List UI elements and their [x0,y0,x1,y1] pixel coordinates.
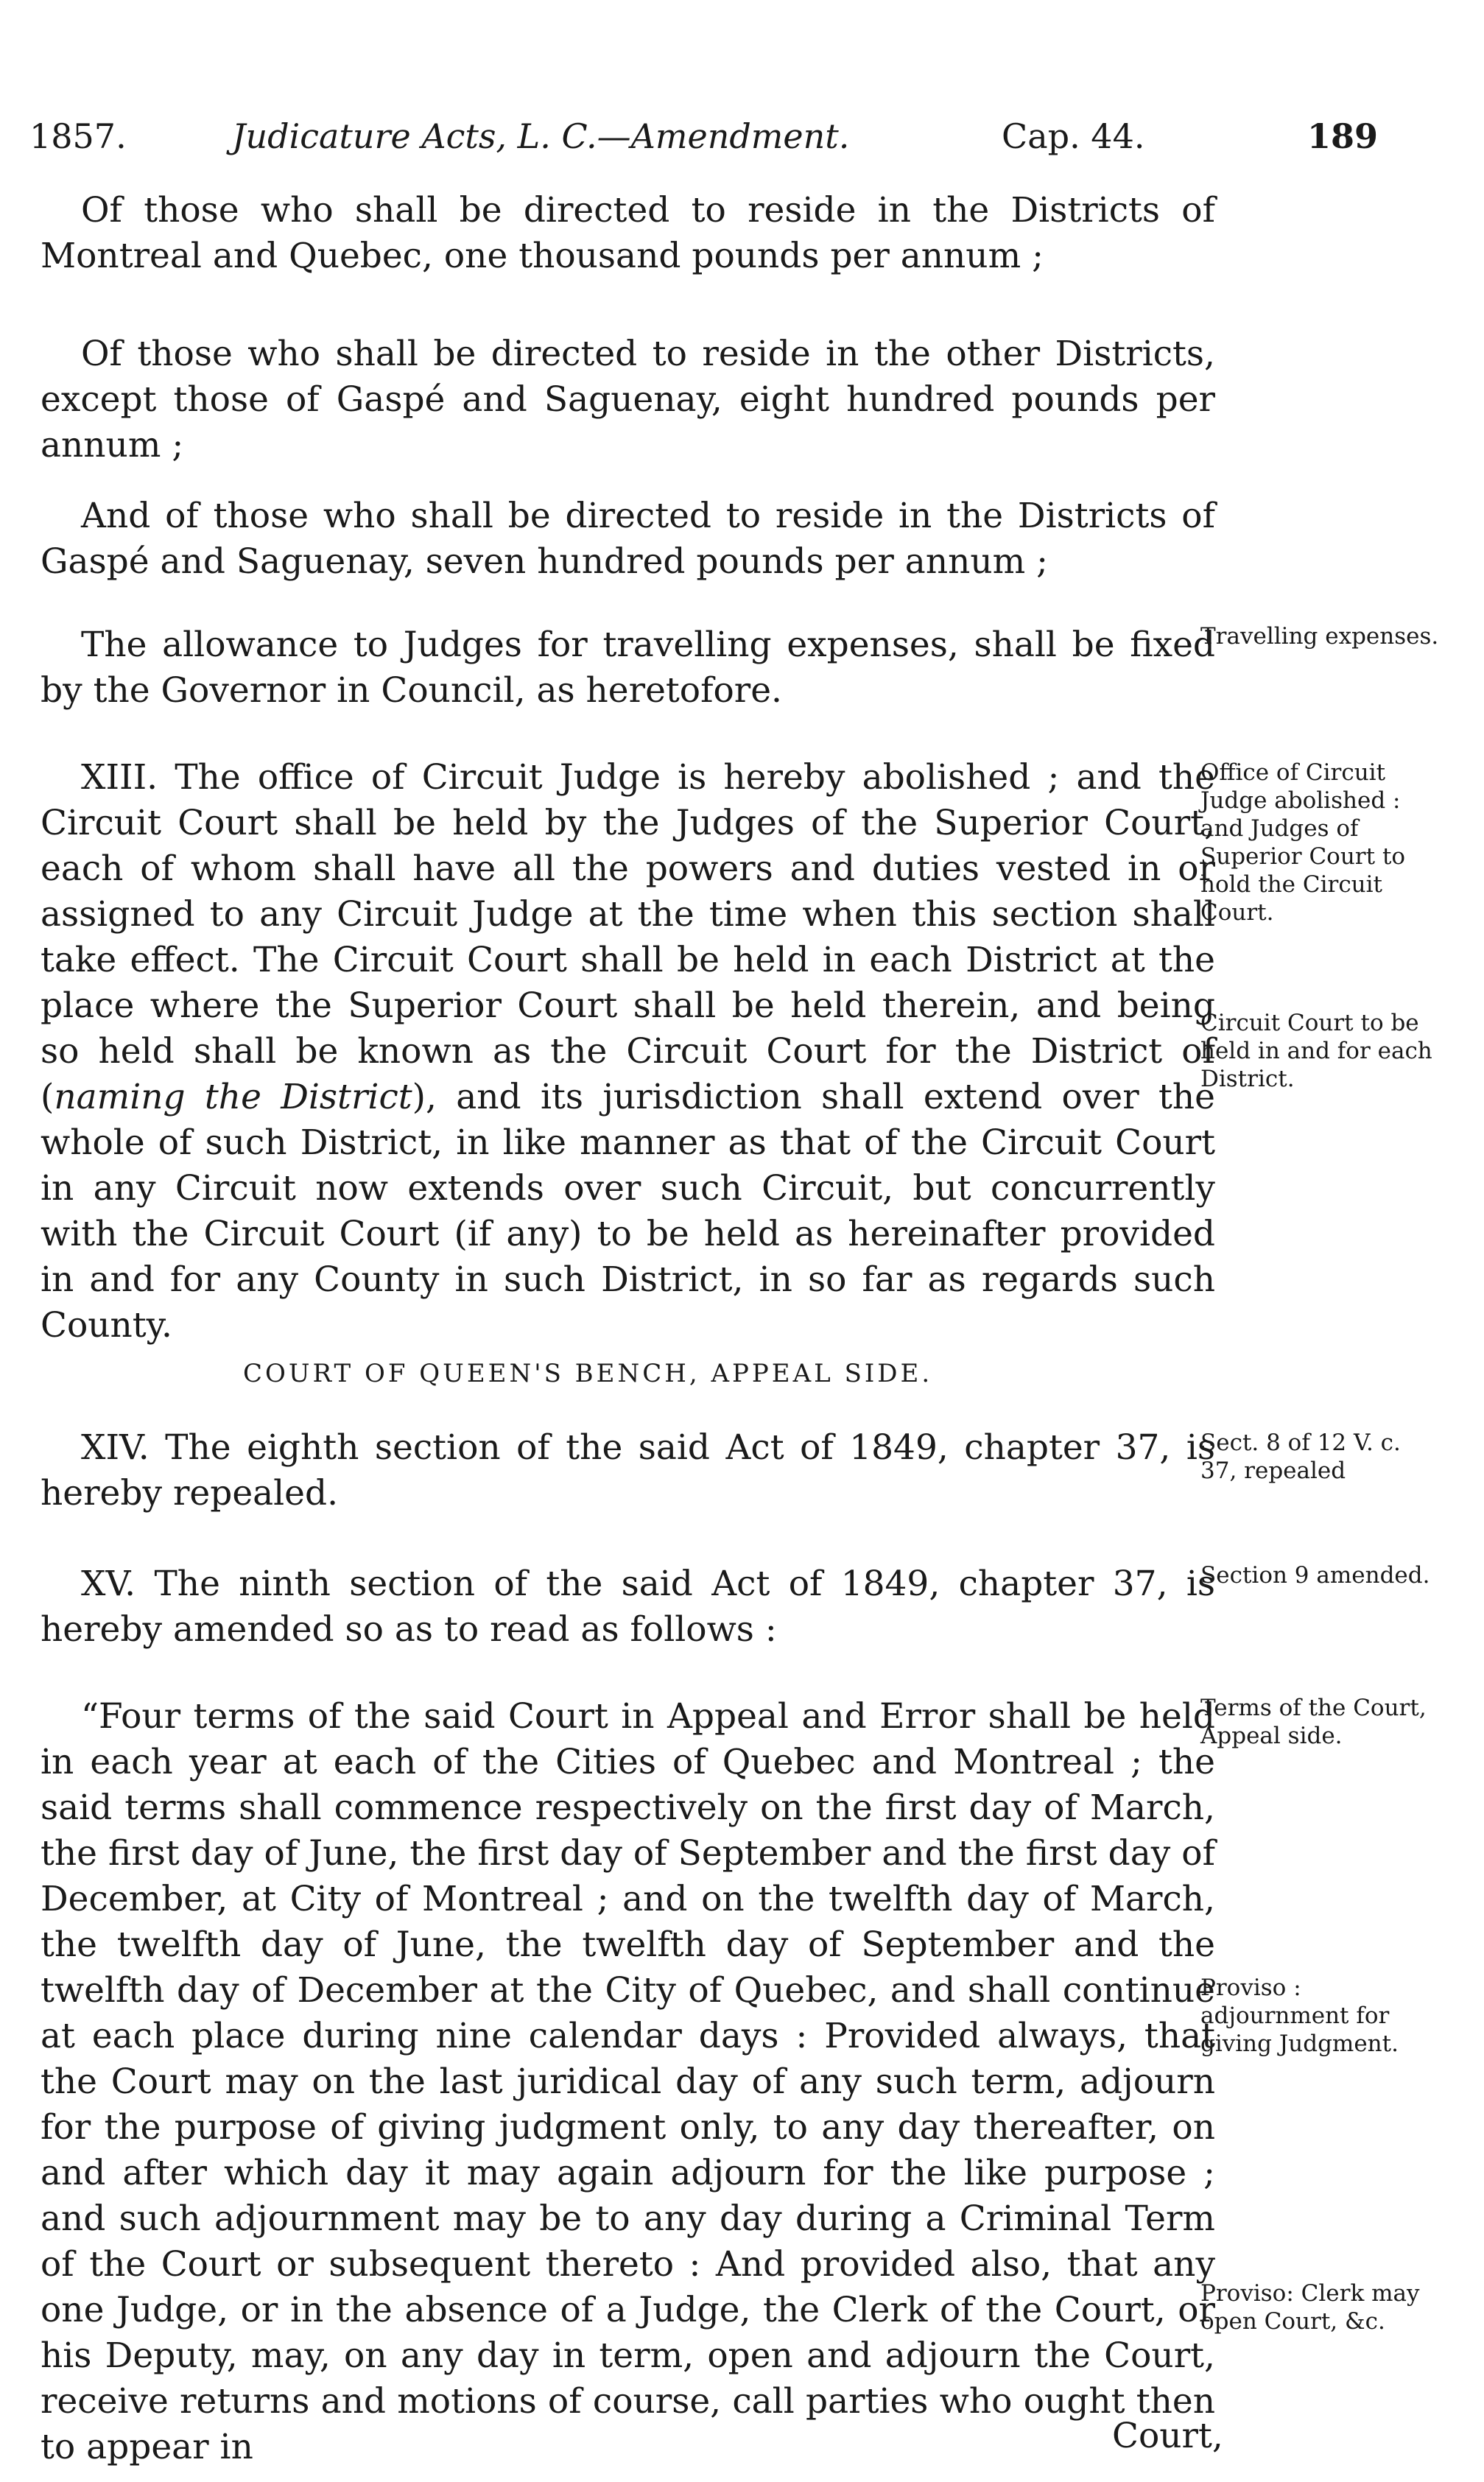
header-year: 1857. [29,116,127,156]
paragraph-travelling-allowance: The allowance to Judges for travelling expenses, shall be fixed by the Governor in Council, as heretofore. [41,625,1215,711]
paragraph-gaspe-saguenay: And of those who shall be directed to reside in the Districts of Gaspé and Saguenay, seven hundred pounds per annum ; [41,496,1215,582]
section-xiv: XIV. The eighth section of the said Act of 1849, chapter 37, is hereby repealed. [41,1427,1215,1514]
header-chapter: Cap. 44. [1002,116,1145,156]
section-heading: COURT OF QUEEN'S BENCH, APPEAL SIDE. [243,1359,933,1388]
margin-note-sect-8: Sect. 8 of 12 V. c. 37, repealed [1200,1430,1401,1484]
section-number: XIII. [81,757,158,798]
section-xv: XV. The ninth section of the said Act of 1849, chapter 37, is hereby amended so as to read as follows : [41,1564,1215,1650]
margin-note-circuit-court: Circuit Court to be held in and for each District. [1200,1010,1432,1092]
running-header [29,110,1429,169]
paragraph-other-districts: Of those who shall be directed to reside in the other Districts, except those of Gaspé and Saguenay, eight hundred pounds per annum ; [41,334,1215,465]
margin-note-terms: Terms of the Court, Appeal side. [1200,1695,1427,1749]
margin-note-travelling: Travelling expenses. [1200,623,1439,650]
catchword: Court, [1112,2416,1223,2456]
section-number: XV. [81,1564,136,1604]
header-title: Judicature Acts, L. C.—Amendment. [232,116,850,156]
paragraph-montreal-quebec: Of those who shall be directed to reside in the Districts of Montreal and Quebec, one thousand pounds per annum ; [41,190,1215,276]
margin-note-clerk: Proviso: Clerk may open Court, &c. [1200,2280,1420,2335]
quoted-section-nine: “Four terms of the said Court in Appeal and Error shall be held in each year at each of the Cities of Quebec and Montreal ; the said terms shall commence respectively on the first day of March, the first day of June, the first day of September and the first day of December, at City of Montreal ; and on the twelfth day of March, the twelfth day of June, the twelfth day of September and the twelfth day of December at the City of Quebec, and shall continue at each place during nine calendar days : Provided always, that the Court may on the last juridical day of any such term, adjourn for the purpose of giving judgment only, to any day thereafter, on and after which day it may again adjourn for the like purpose ; and such adjournment may be to any day during a Criminal Term of the Court or subsequent thereto : And provided also, that any one Judge, or in the absence of a Judge, the Clerk of the Court, or his Deputy, may, on any day in term, open and adjourn the Court, receive returns and motions of course, call parties who ought then to appear in [41,1696,1215,2467]
margin-note-adjournment: Proviso : adjournment for giving Judgment. [1200,1975,1399,2057]
page-number: 189 [1307,116,1379,156]
section-number: XIV. [81,1427,150,1468]
section-xiii: XIII. The office of Circuit Judge is hereby abolished ; and the Circuit Court shall be held by the Judges of the Superior Court, each of whom shall have all the powers and duties vested in or assigned to any Circuit Judge at the time when this section shall take effect. The Circuit Court shall be held in each District at the place where the Superior Court shall be held therein, and being so held shall be known as the Circuit Court for the District of (naming the District), and its jurisdiction shall extend over the whole of such District, in like manner as that of the Circuit Court in any Circuit now extends over such Circuit, but concurrently with the Circuit Court (if any) to be held as hereinafter provided in and for any County in such District, in so far as regards such County. [41,757,1215,1346]
margin-note-section-9: Section 9 amended. [1200,1562,1430,1589]
margin-note-circuit-judge: Office of Circuit Judge abolished : and Judges of Superior Court to hold the Circuit Court. [1200,759,1406,926]
